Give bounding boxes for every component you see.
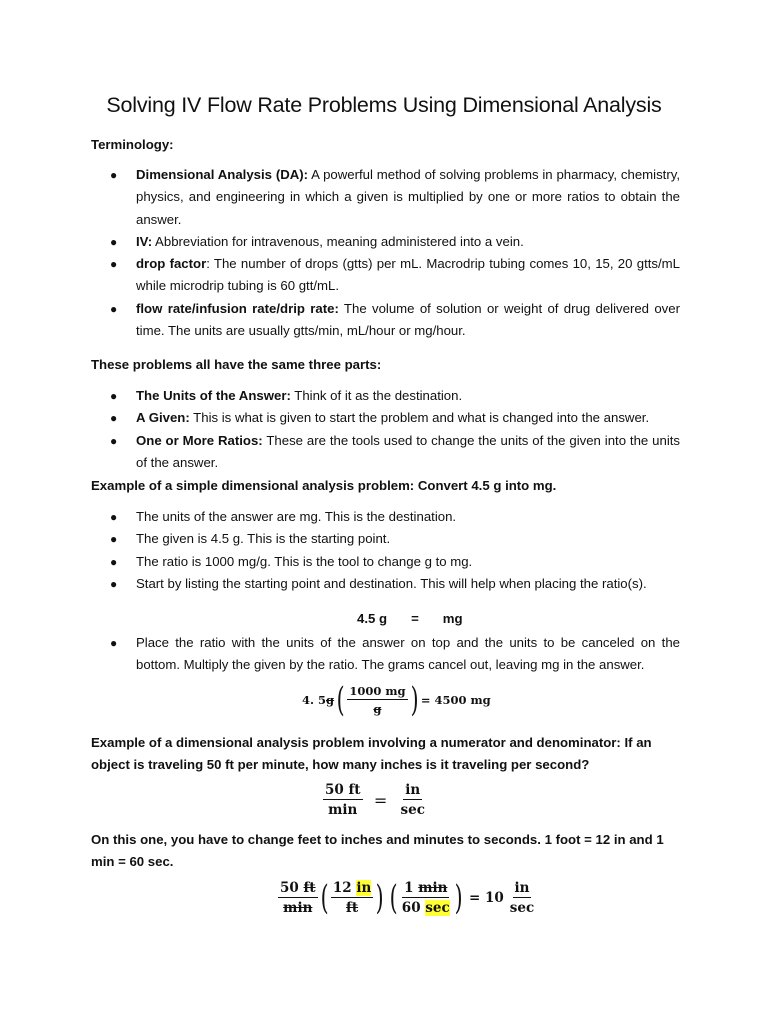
setup-equals: =	[411, 611, 419, 626]
term-definition: : The number of drops (gtts) per mL. Macrodrip tubing comes 10, 15, 20 gtts/mL while microdrip tubing is 60 gtt/mL.	[136, 256, 680, 294]
term-label: drop factor	[136, 256, 207, 272]
bullet-icon: ●	[110, 636, 118, 650]
term-label: Dimensional Analysis (DA):	[136, 167, 309, 182]
list-item: ● The units of the answer are mg. This is the destination.	[110, 506, 680, 528]
parts-heading: These problems all have the same three parts:	[91, 357, 382, 372]
canceled-unit: g	[326, 693, 335, 707]
bullet-icon: ●	[110, 433, 118, 448]
terminology-heading: Terminology:	[91, 137, 174, 152]
term-definition: A powerful method of solving problems in pharmacy, chemistry, physics, and engineering in which a given is multiplied by one or more ratios to obtain the answer.	[136, 167, 680, 227]
list-item	[110, 407, 680, 429]
example2-heading: Example of a dimensional analysis problem involving a numerator and denominator: If an object is traveling 50 ft per minute, how many inches is it traveling per second?	[91, 735, 652, 772]
page-title: Solving IV Flow Rate Problems Using Dimensional Analysis	[106, 93, 662, 117]
example1-heading: Example of a simple dimensional analysis problem: Convert 4.5 g into mg.	[91, 478, 557, 493]
list-item	[110, 164, 680, 231]
terminology-list	[110, 164, 680, 342]
term-label: One or More Ratios:	[136, 432, 263, 448]
list-item	[110, 298, 680, 343]
equation-result: = 4500 mg	[420, 693, 491, 707]
example2-equation: $\frac{50 ft}{\min}$ ( $\frac{12 in}{ft}$ ) ( $\frac{1 \min}{60 \sec}$ ) = 10 $\frac{in}{\sec}$	[280, 878, 535, 918]
highlighted-unit: in	[356, 880, 372, 896]
given-fraction: $\frac{50 ft}{\min}$	[280, 880, 316, 916]
list-item	[110, 430, 680, 475]
term-label: A Given:	[136, 410, 190, 426]
term-definition: This is what is given to start the problem and what is changed into the answer.	[189, 410, 650, 426]
list-item: ● Place the ratio with the units of the answer on top and the units to be canceled on the bottom. Multiply the given by the ratio. The grams cancel out, leaving mg in the answer.	[110, 632, 680, 677]
bullet-icon: ●	[110, 532, 118, 547]
list-item	[110, 385, 680, 407]
list-item	[110, 253, 680, 298]
setup-right: mg	[442, 611, 463, 626]
bullet-icon: ●	[110, 168, 118, 182]
equation-result: = 10	[468, 890, 504, 906]
list-item: ● Start by listing the starting point and destination. This will help when placing the ratio(s).	[110, 573, 680, 595]
list-item: ● The given is 4.5 g. This is the starting point.	[110, 528, 680, 550]
term-label: IV:	[136, 233, 153, 249]
example2-setup: $\frac{50 ft}{\min}$ = $\frac{in}{\sec}$	[325, 782, 425, 818]
term-label: flow rate/infusion rate/drip rate:	[136, 300, 339, 316]
feet-to-inches-fraction: $\frac{12 in}{ft}$	[332, 880, 372, 916]
bullet-icon: ●	[110, 510, 118, 524]
ratio-fraction: $\frac{1000 mg}{g}$	[349, 684, 406, 716]
minutes-to-seconds-fraction: $\frac{1 \min}{60 \sec}$	[401, 880, 450, 916]
bullet-icon: ●	[110, 301, 118, 316]
list-item: ● The ratio is 1000 mg/g. This is the tool to change g to mg.	[110, 551, 680, 573]
list-item	[110, 231, 680, 253]
result-fraction: $\frac{in}{\sec}$	[509, 880, 535, 916]
term-definition: Abbreviation for intravenous, meaning administered into a vein.	[152, 233, 524, 249]
bullet-icon: ●	[110, 554, 118, 569]
example2-note: On this one, you have to change feet to inches and minutes to seconds. 1 foot = 12 in and 1 min = 60 sec.	[91, 832, 664, 869]
example1-equation: 4. 5 g ( $\frac{1000 mg}{g}$ ) = 4500 mg	[302, 680, 491, 720]
bullet-icon: ●	[110, 389, 118, 403]
bullet-icon: ●	[110, 576, 118, 591]
term-definition: These are the tools used to change the units of the given into the units of the answer.	[136, 432, 680, 470]
parts-list	[110, 385, 680, 474]
term-label: The Units of the Answer:	[136, 388, 291, 403]
example1-list-2	[110, 632, 680, 677]
setup-left: 4.5 g	[357, 611, 388, 626]
bullet-icon: ●	[110, 411, 118, 426]
bullet-icon: ●	[110, 257, 118, 272]
example1-setup	[357, 611, 463, 626]
bullet-icon: ●	[110, 234, 118, 249]
term-definition: Think of it as the destination.	[290, 388, 463, 403]
term-definition: The volume of solution or weight of drug delivered over time. The units are usually gtts/min, mL/hour or mg/hour.	[136, 300, 680, 339]
example1-list	[110, 506, 680, 595]
highlighted-unit: sec	[425, 900, 450, 916]
